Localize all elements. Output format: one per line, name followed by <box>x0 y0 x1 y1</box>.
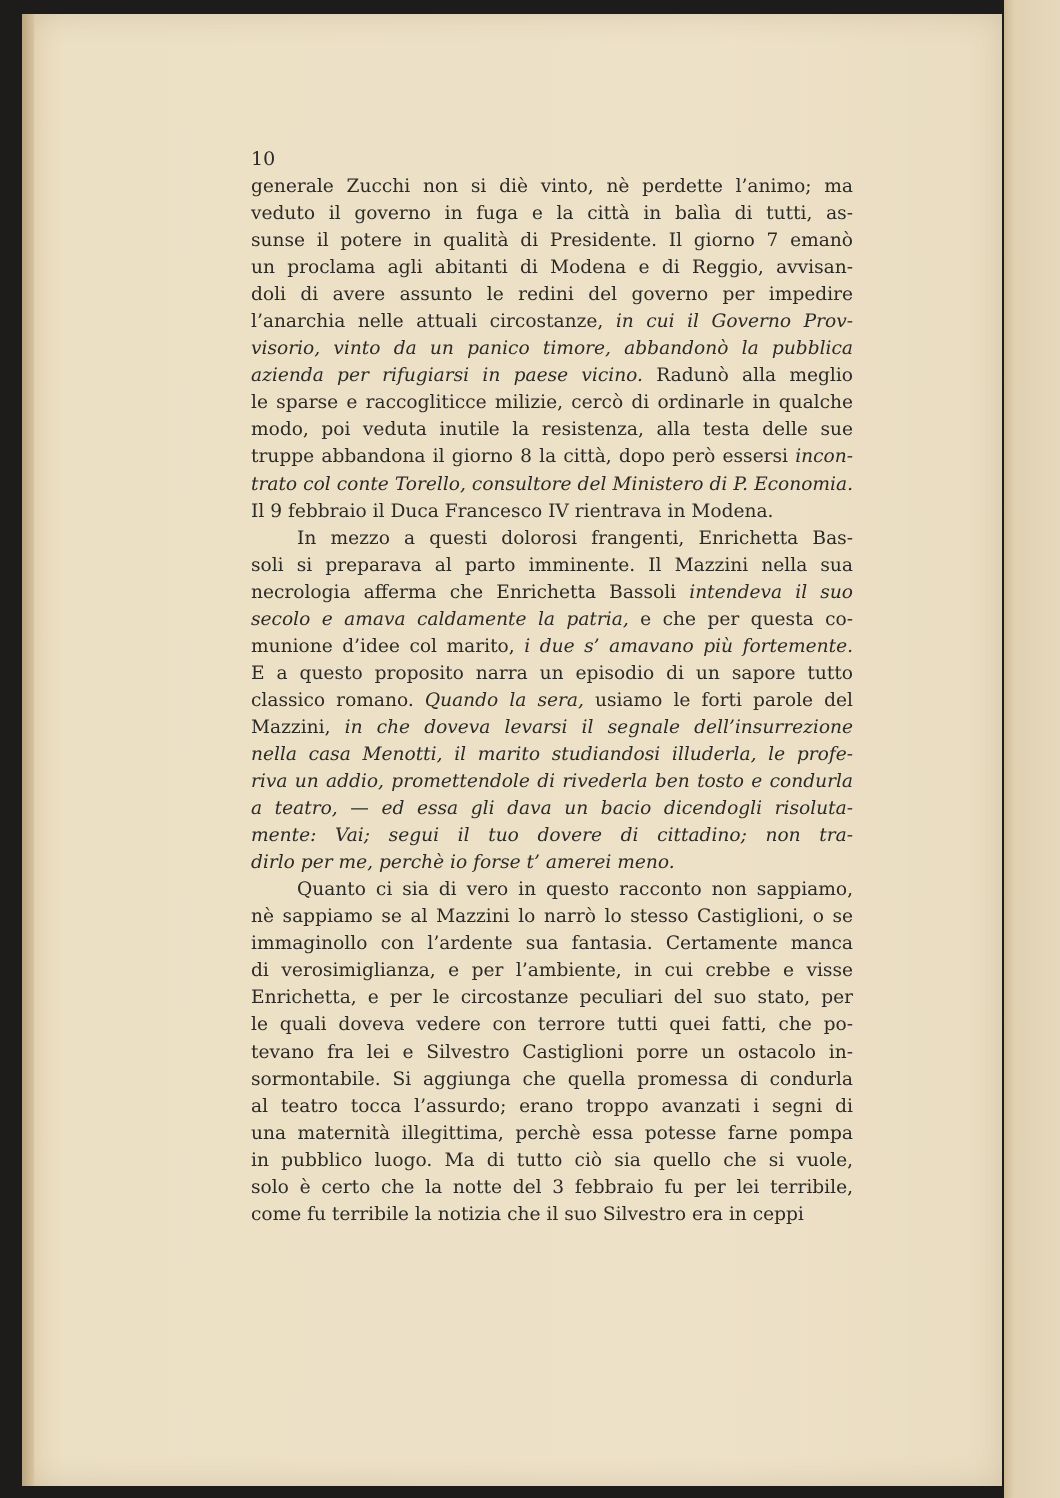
text-line <box>251 984 853 1011</box>
text-line <box>251 308 853 335</box>
text-run: di verosimiglianza, e per l’ambiente, in cui crebbe e visse <box>251 960 853 982</box>
italic-run: a teatro, <box>251 798 338 820</box>
text-line <box>251 1147 853 1174</box>
italic-run: riva un addio, promettendole di rivederla ben tosto e condurla <box>251 771 853 793</box>
italic-run: ed essa gli dava un bacio dicendogli risoluta- <box>381 798 853 820</box>
text-line <box>251 416 853 443</box>
text-line <box>251 471 853 498</box>
text-line <box>251 957 853 984</box>
text-line <box>251 795 853 822</box>
text-line <box>251 443 853 470</box>
text-line <box>251 1011 853 1038</box>
text-line <box>251 714 853 741</box>
body-text <box>251 173 853 1228</box>
text-line <box>251 903 853 930</box>
italic-run: Quando la sera, <box>424 689 584 711</box>
text-line <box>251 1039 853 1066</box>
text-run: classico romano. <box>251 689 425 711</box>
text-run: necrologia afferma che Enrichetta Bassoli <box>251 581 690 603</box>
text-run: sormontabile. Si aggiunga che quella promessa di condurla <box>251 1068 853 1090</box>
italic-run: trato col conte Torello, consultore del Ministero di P. Economia. <box>251 473 853 495</box>
text-line <box>251 660 853 687</box>
text-line <box>251 579 853 606</box>
text-run: Enrichetta, e per le circostanze peculiari del suo stato, per <box>251 987 853 1009</box>
text-line <box>251 1201 853 1228</box>
text-line <box>251 741 853 768</box>
text-run: modo, poi veduta inutile la resistenza, alla testa delle sue <box>251 419 853 441</box>
text-line <box>251 1066 853 1093</box>
next-page-edge <box>1004 0 1060 1498</box>
text-line <box>251 389 853 416</box>
italic-run: in che doveva levarsi il segnale dell’insurrezione <box>344 716 853 738</box>
text-line <box>251 254 853 281</box>
text-run: una maternità illegittima, perchè essa potesse farne pompa <box>251 1122 853 1144</box>
text-run: Radunò alla meglio <box>642 365 853 387</box>
italic-run: in cui il Governo Prov- <box>615 311 853 333</box>
text-line <box>251 687 853 714</box>
text-line <box>251 525 853 552</box>
text-run: usiamo le forti parole del <box>583 689 853 711</box>
text-line <box>251 876 853 903</box>
text-run: veduto il governo in fuga e la città in balìa di tutti, as- <box>251 203 853 225</box>
text-run: nè sappiamo se al Mazzini lo narrò lo stesso Castiglioni, o se <box>251 906 853 928</box>
text-line <box>251 335 853 362</box>
italic-run: visorio, vinto da un panico timore, abbandonò la pubblica <box>251 338 853 360</box>
text-run: l’anarchia nelle attuali circostanze, <box>251 311 616 333</box>
text-line <box>251 200 853 227</box>
text-run: sunse il potere in qualità di Presidente. Il giorno 7 emanò <box>251 230 853 252</box>
text-run: Quanto ci sia di vero in questo racconto non sappiamo, <box>297 879 853 901</box>
italic-run: dirlo per me, perchè io forse t’ amerei meno. <box>251 852 675 874</box>
text-line <box>251 849 853 876</box>
page-number: 10 <box>251 148 276 170</box>
text-line <box>251 498 853 525</box>
text-line <box>251 173 853 200</box>
italic-run: azienda per rifugiarsi in paese vicino. <box>251 365 643 387</box>
text-run: generale Zucchi non si diè vinto, nè perdette l’animo; ma <box>251 176 853 197</box>
text-line <box>251 1120 853 1147</box>
text-line <box>251 768 853 795</box>
text-line <box>251 362 853 389</box>
text-line <box>251 281 853 308</box>
text-run: E a questo proposito narra un episodio di un sapore tutto <box>251 662 853 684</box>
page-gutter-shadow <box>22 14 34 1486</box>
text-run: al teatro tocca l’assurdo; erano troppo avanzati i segni di <box>251 1095 853 1117</box>
text-run: truppe abbandona il giorno 8 la città, dopo però essersi <box>251 446 796 468</box>
text-run: un proclama agli abitanti di Modena e di Reggio, avvisan- <box>251 257 853 279</box>
text-run: in pubblico luogo. Ma di tutto ciò sia quello che si vuole, <box>251 1149 853 1171</box>
text-line <box>251 227 853 254</box>
text-run: le quali doveva vedere con terrore tutti quei fatti, che po- <box>251 1014 853 1036</box>
text-run: soli si preparava al parto imminente. Il Mazzini nella sua <box>251 554 853 576</box>
text-run: immaginollo con l’ardente sua fantasia. Certamente manca <box>251 933 853 955</box>
text-run: Mazzini, <box>251 716 345 738</box>
text-line <box>251 822 853 849</box>
italic-run: mente: Vai; segui il tuo dovere di cittadino; non tra- <box>251 825 853 847</box>
text-run: e che per questa co- <box>628 608 853 630</box>
text-run: solo è certo che la notte del 3 febbraio fu per lei terribile, <box>251 1176 853 1198</box>
text-run: doli di avere assunto le redini del governo per impedire <box>251 284 853 306</box>
italic-run: incon- <box>795 446 853 468</box>
text-run: Il 9 febbraio il Duca Francesco IV rientrava in Modena. <box>251 500 774 522</box>
text-line <box>251 552 853 579</box>
text-run: tevano fra lei e Silvestro Castiglioni porre un ostacolo in- <box>251 1041 853 1063</box>
text-run: munione d’idee col marito, <box>251 635 525 657</box>
text-run: le sparse e raccogliticce milizie, cercò di ordinarle in qualche <box>251 392 853 414</box>
text-line <box>251 1093 853 1120</box>
text-run: — <box>337 798 382 820</box>
text-run: come fu terribile la notizia che il suo Silvestro era in ceppi <box>251 1203 804 1225</box>
text-block <box>251 146 853 1228</box>
text-line <box>251 930 853 957</box>
italic-run: intendeva il suo <box>689 581 853 603</box>
text-run: In mezzo a questi dolorosi frangenti, Enrichetta Bas- <box>297 527 853 549</box>
text-line <box>251 1174 853 1201</box>
text-line <box>251 606 853 633</box>
italic-run: i due s’ amavano più fortemente. <box>524 635 854 657</box>
italic-run: secolo e amava caldamente la patria, <box>251 608 629 630</box>
text-line <box>251 633 853 660</box>
italic-run: nella casa Menotti, il marito studiandosi illuderla, le profe- <box>251 743 853 765</box>
